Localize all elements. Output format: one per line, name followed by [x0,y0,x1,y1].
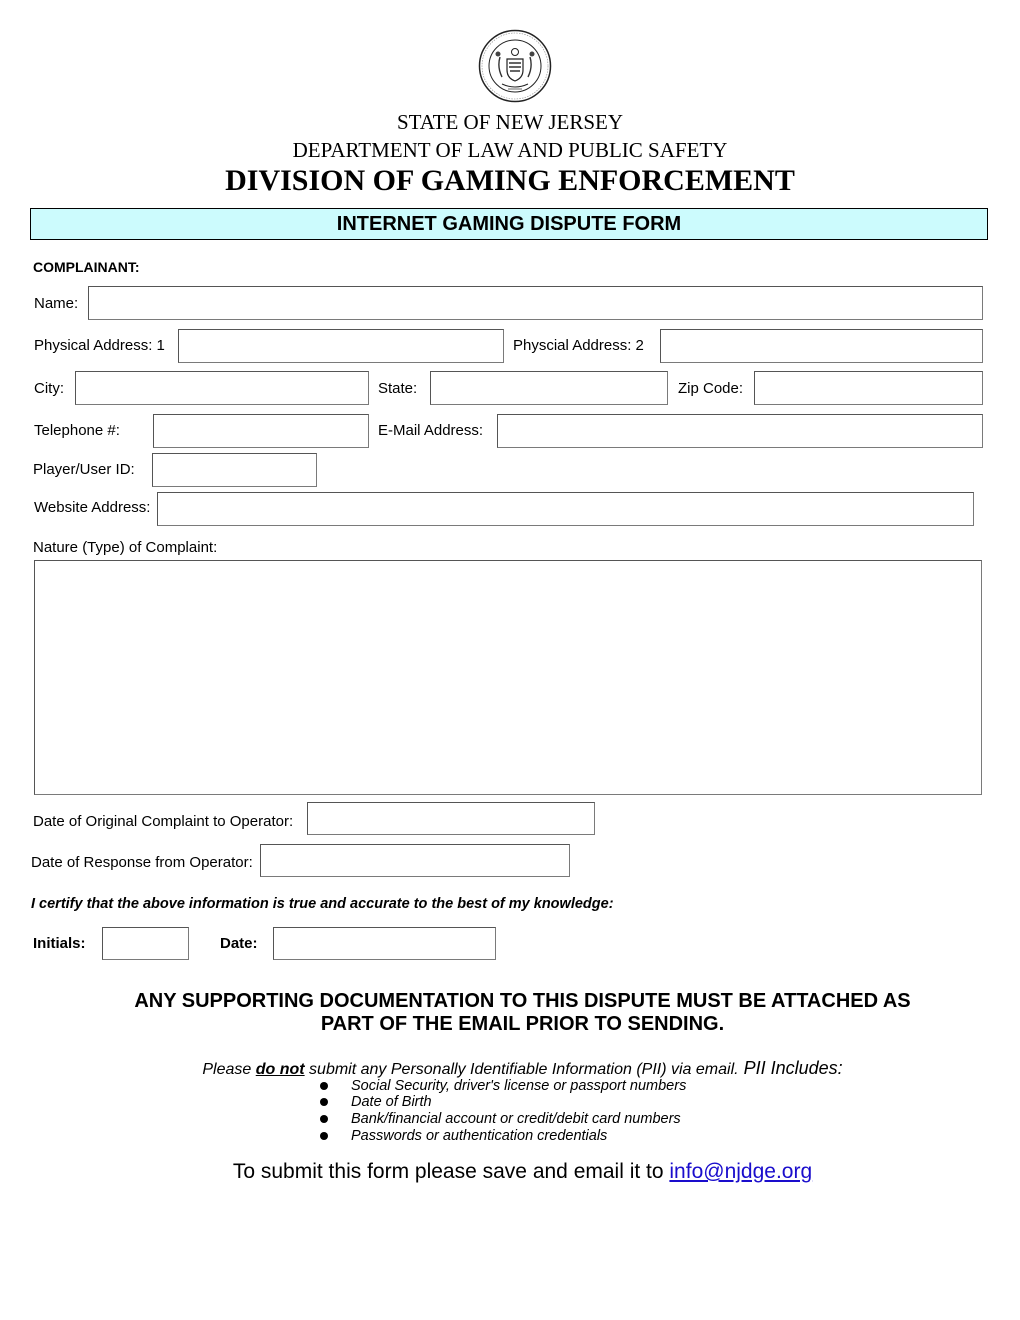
date-complaint-field[interactable] [307,802,595,835]
state-heading: STATE OF NEW JERSEY [396,110,624,134]
city-label: City: [34,380,64,397]
department-heading: DEPARTMENT OF LAW AND PUBLIC SAFETY [292,138,728,162]
email-label: E-Mail Address: [378,422,484,439]
address2-label: Physcial Address: 2 [513,337,644,354]
address1-label: Physical Address: 1 [34,337,165,354]
submit-instruction: To submit this form please save and email it to info@njdge.org [232,1160,813,1183]
division-heading: DIVISION OF GAMING ENFORCEMENT [225,164,795,197]
date-field[interactable] [273,927,496,960]
bullet-icon [320,1115,328,1123]
do-not-emphasis: do not [255,1061,305,1078]
address1-field[interactable] [178,329,504,363]
date-response-label: Date of Response from Operator: [31,854,253,871]
address2-field[interactable] [660,329,983,363]
zip-label: Zip Code: [678,380,744,397]
documentation-notice-line2: PART OF THE EMAIL PRIOR TO SENDING. [320,1013,725,1035]
website-field[interactable] [157,492,974,526]
player-id-field[interactable] [152,453,317,487]
form-title-banner: INTERNET GAMING DISPUTE FORM [30,208,988,240]
complaint-textarea[interactable] [34,560,982,795]
telephone-field[interactable] [153,414,369,448]
city-field[interactable] [75,371,369,405]
website-label: Website Address: [34,499,151,516]
player-id-label: Player/User ID: [33,461,135,478]
date-label: Date: [220,935,258,952]
complainant-section-label: COMPLAINANT: [33,259,140,275]
bullet-icon [320,1132,328,1140]
name-label: Name: [34,295,79,312]
state-seal-icon [478,29,552,103]
name-field[interactable] [88,286,983,320]
initials-label: Initials: [33,935,86,952]
date-response-field[interactable] [260,844,570,877]
email-field[interactable] [497,414,983,448]
pii-warning: Please do not submit any Personally Identifiable Information (PII) via email. PII Includes: [202,1058,843,1078]
zip-field[interactable] [754,371,983,405]
email-link[interactable]: info@njdge.org [669,1160,813,1183]
telephone-label: Telephone #: [34,422,120,439]
initials-field[interactable] [102,927,189,960]
documentation-notice-line1: ANY SUPPORTING DOCUMENTATION TO THIS DISPUTE MUST BE ATTACHED AS [134,990,911,1012]
bullet-icon [320,1098,328,1106]
bullet-icon [320,1082,328,1090]
certification-statement: I certify that the above information is true and accurate to the best of my knowledge: [31,896,614,912]
state-field[interactable] [430,371,668,405]
date-complaint-label: Date of Original Complaint to Operator: [33,813,294,830]
state-label: State: [378,380,418,397]
complaint-label: Nature (Type) of Complaint: [33,539,218,556]
